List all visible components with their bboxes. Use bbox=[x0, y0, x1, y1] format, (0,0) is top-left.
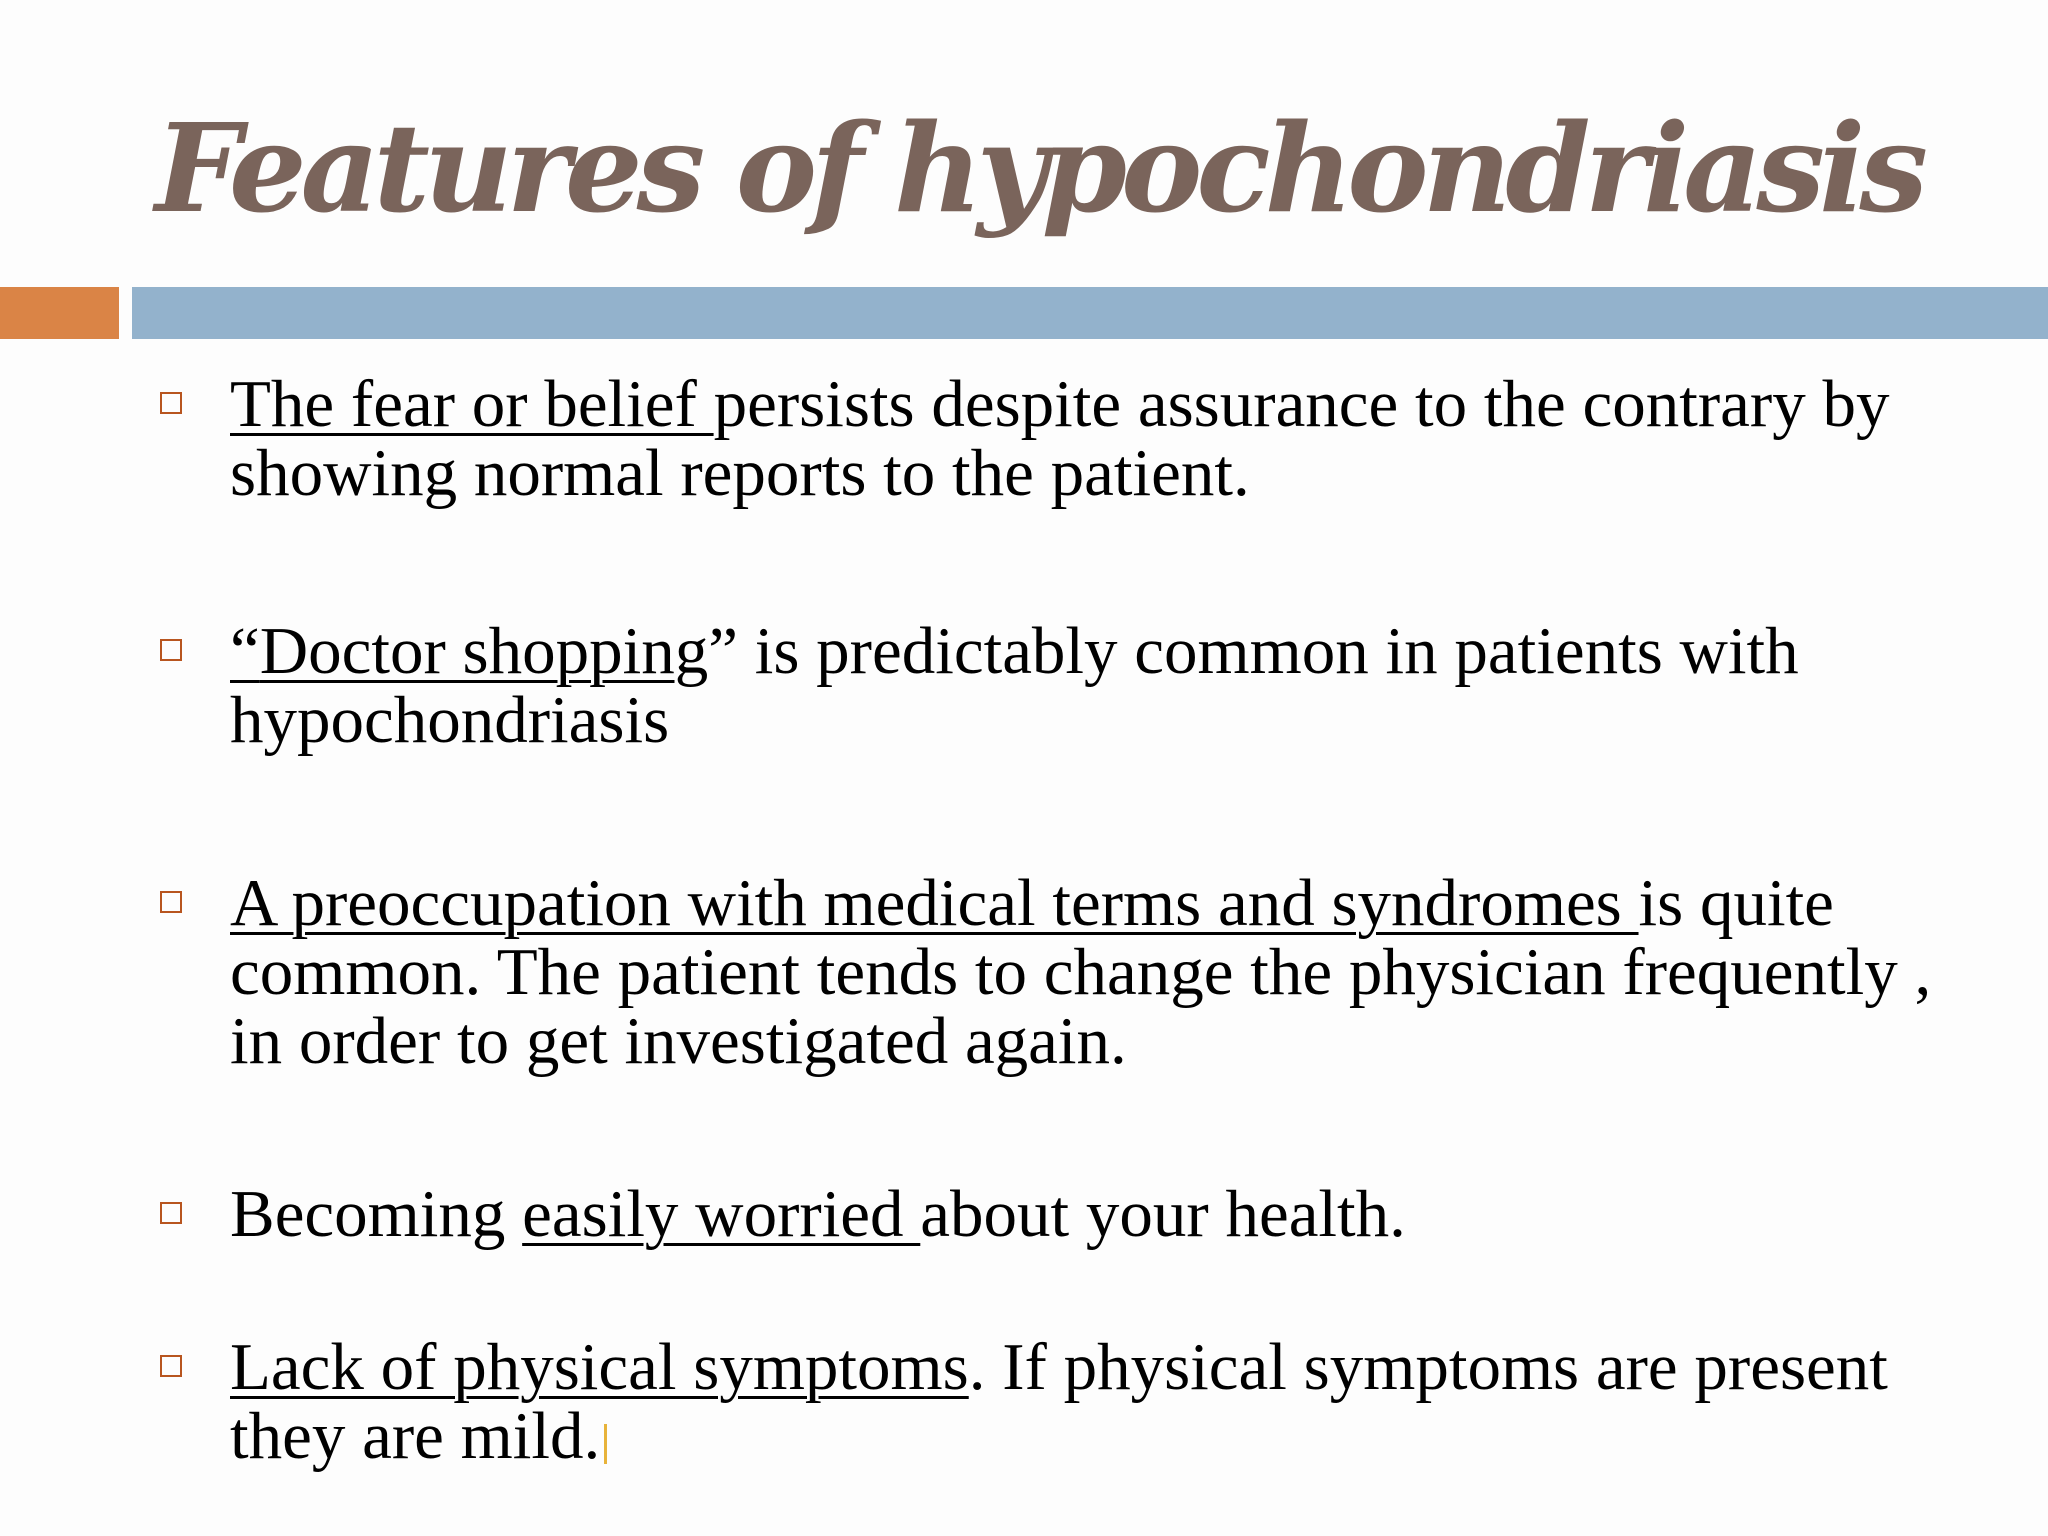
bullet-text bbox=[230, 1177, 1970, 1251]
bullet-text bbox=[230, 866, 1970, 1078]
bullet-text bbox=[230, 1330, 1970, 1473]
square-bullet-icon bbox=[160, 392, 182, 414]
slide-title: Features of hypochondriasis bbox=[155, 96, 1923, 240]
underlined-phrase: Lack of physical symptoms bbox=[230, 1330, 969, 1404]
bullet-text-rest: is quite common. The patient tends to change the physician frequently , in order to get investigated again. bbox=[230, 866, 1932, 1078]
bullet-text-lead: Becoming bbox=[230, 1177, 523, 1251]
open-quote: “ bbox=[230, 614, 260, 688]
bullet-text bbox=[230, 614, 1970, 757]
underlined-phrase: easily worried bbox=[522, 1177, 921, 1251]
underlined-phrase: The fear or belief bbox=[230, 367, 714, 441]
square-bullet-icon bbox=[160, 891, 182, 913]
bullet-text bbox=[230, 367, 1970, 510]
underlined-phrase: A preoccupation with medical terms and syndromes bbox=[230, 866, 1639, 940]
bullet-text-rest: . If physical symptoms are present they are mild. bbox=[230, 1330, 1888, 1473]
text-cursor-icon bbox=[604, 1424, 611, 1464]
square-bullet-icon bbox=[160, 1202, 182, 1224]
underlined-phrase bbox=[230, 614, 708, 688]
square-bullet-icon bbox=[160, 639, 182, 661]
bullet-text-rest: persists despite assurance to the contrary by showing normal reports to the patient. bbox=[230, 367, 1890, 510]
bullet-text-rest: ” is predictably common in patients with hypochondriasis bbox=[230, 614, 1799, 757]
bullet-text-rest: about your health. bbox=[920, 1177, 1406, 1251]
square-bullet-icon bbox=[160, 1355, 182, 1377]
underlined-phrase-text: Doctor shopping bbox=[259, 614, 709, 688]
